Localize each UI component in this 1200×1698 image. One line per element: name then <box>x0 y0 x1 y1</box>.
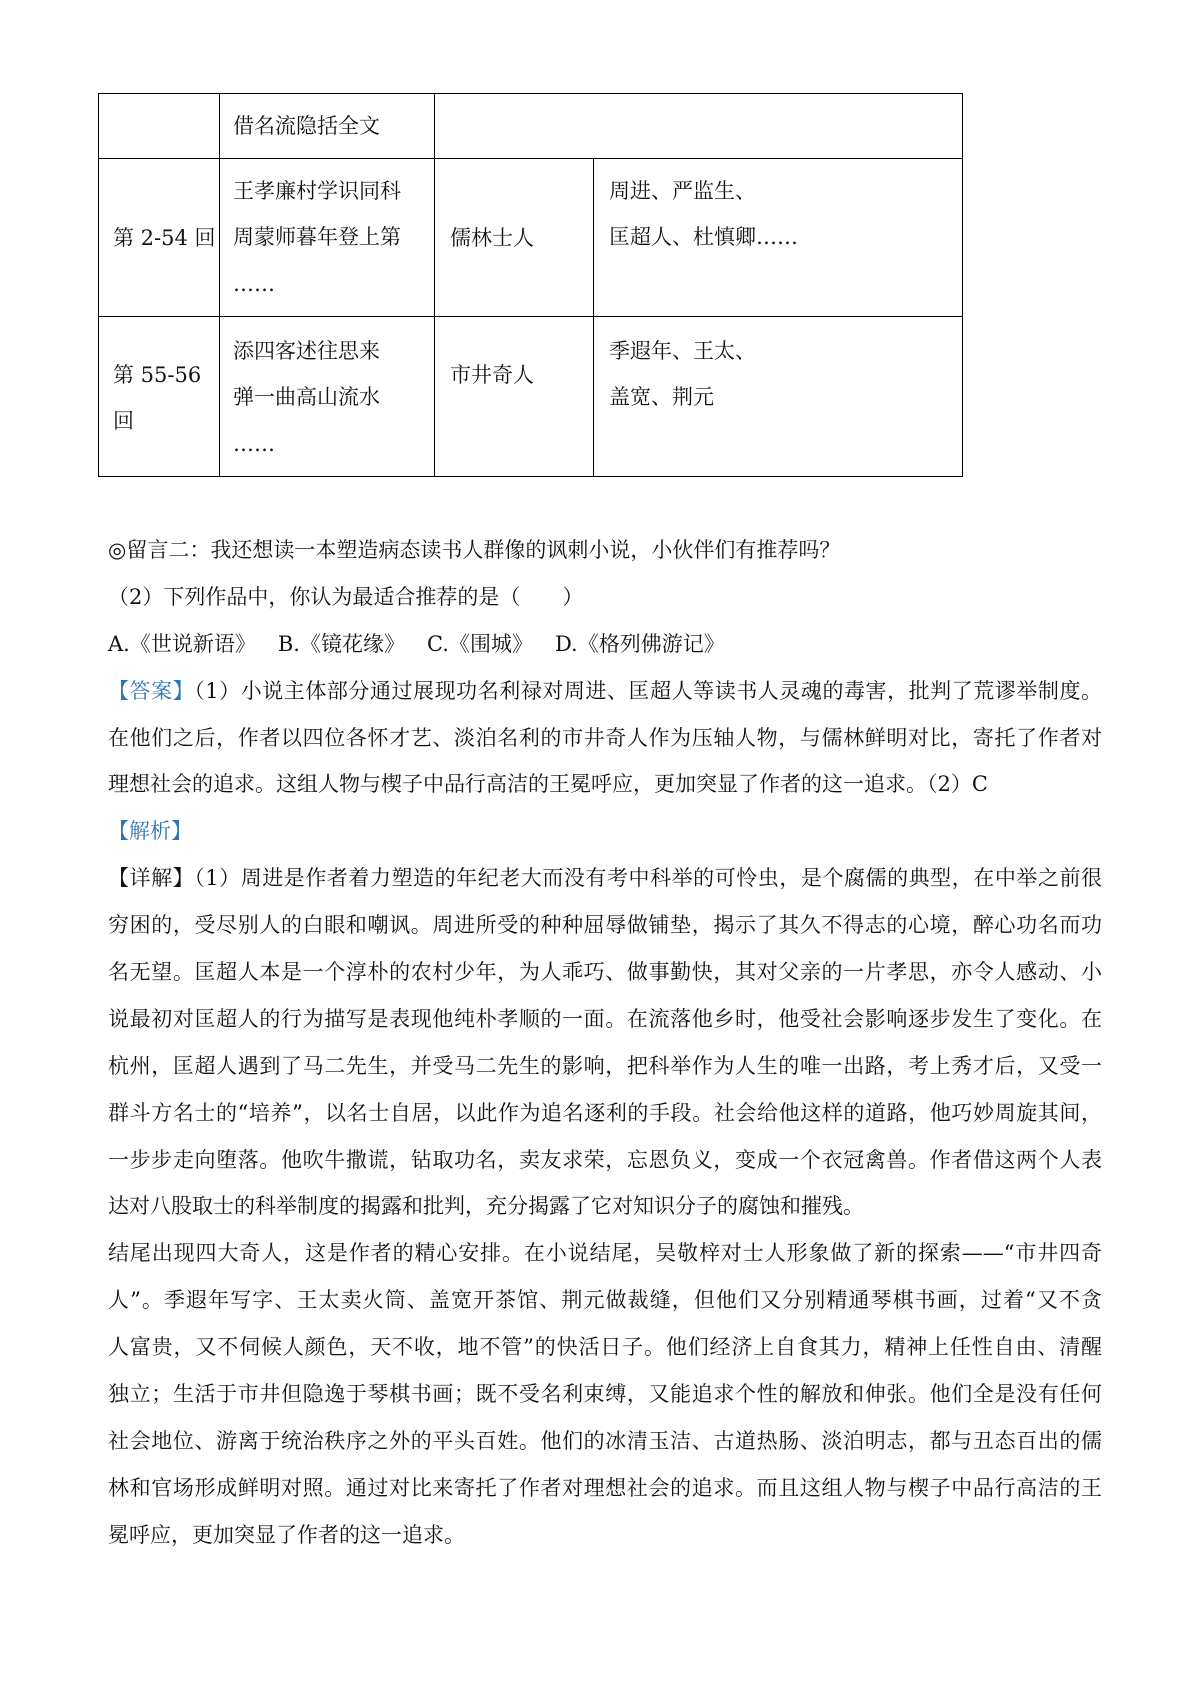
cell-content <box>220 317 434 468</box>
detail-label: 【详解】 <box>108 866 195 891</box>
analysis-label: 【解析】 <box>108 819 192 844</box>
cell-line: 第 55-56 <box>113 362 202 387</box>
table-cell-group-and-characters <box>435 94 963 159</box>
message-two: ◎留言二：我还想读一本塑造病态读书人群像的讽刺小说，小伙伴们有推荐吗？ <box>108 538 841 562</box>
cell-line: 回 <box>113 409 134 434</box>
option-d: D.《格列佛游记》 <box>554 631 725 656</box>
answer-line: 在他们之后，作者以四位各怀才艺、淡泊名利的市井奇人作为压轴人物，与儒林鲜明对比，寄托了作者对 <box>108 725 1102 750</box>
option-b: B.《镜花缘》 <box>277 631 405 656</box>
cell-line: 季遐年、王太、 <box>609 338 756 363</box>
table-row <box>99 317 963 477</box>
cell-line: 市井奇人 <box>450 362 534 387</box>
cell-line: 周蒙师暮年登上第 <box>233 225 401 250</box>
cell-line: …… <box>233 272 275 297</box>
table-cell-titles <box>220 94 435 159</box>
answer-line: 理想社会的追求。这组人物与楔子中品行高洁的王冕呼应，更加突显了作者的这一追求。（2）C <box>108 772 988 797</box>
table-cell-chapter <box>99 317 220 477</box>
cell-content <box>220 159 434 308</box>
detail-line: 群斗方名士的“培养”，以名士自居，以此作为追名逐利的手段。社会给他这样的道路，他巧妙周旋其间， <box>108 1100 1102 1125</box>
answer-line <box>108 668 1102 715</box>
option-a: A.《世说新语》 <box>108 631 256 656</box>
detail-line: 杭州，匡超人遇到了马二先生，并受马二先生的影响，把科举作为人生的唯一出路，考上秀才后，又受一 <box>108 1053 1102 1078</box>
cell-line: 第 2-54 回 <box>113 225 216 250</box>
table-cell-chapter <box>99 94 220 159</box>
table-cell-group <box>435 159 594 317</box>
detail-line: 名无望。匡超人本是一个淳朴的农村少年，为人乖巧、做事勤快，其对父亲的一片孝思，亦令人感动、小 <box>108 960 1102 985</box>
cell-line: 添四客述往思来 <box>233 338 380 363</box>
detail-text: （1）周进是作者着力塑造的年纪老大而没有考中科举的可怜虫，是个腐儒的典型，在中举之前很 <box>194 866 1102 891</box>
table-cell-titles <box>220 317 435 477</box>
cell-content <box>594 317 962 421</box>
detail-line: 结尾出现四大奇人，这是作者的精心安排。在小说结尾，吴敬梓对士人形象做了新的探索——“市井四奇 <box>108 1241 1102 1266</box>
cell-content <box>99 317 219 445</box>
chapter-structure-table <box>98 93 963 477</box>
table-cell-characters <box>594 317 963 477</box>
option-c: C.《围城》 <box>426 631 533 656</box>
analysis-heading <box>108 808 1102 855</box>
question-stem: （2）下列作品中，你认为最适合推荐的是（ ） <box>108 584 584 609</box>
cell-line: 弹一曲高山流水 <box>233 385 380 410</box>
detail-line: 穷困的，受尽别人的白眼和嘲讽。周进所受的种种屈辱做铺垫，揭示了其久不得志的心境，醉心功名而功 <box>108 913 1102 938</box>
table-row <box>99 94 963 159</box>
detail-line <box>108 855 1102 902</box>
detail-line: 一步步走向堕落。他吹牛撒谎，钻取功名，卖友求荣，忘恩负义，变成一个衣冠禽兽。作者借这两个人表 <box>108 1147 1102 1172</box>
question-options <box>108 621 1102 668</box>
cell-line: 借名流隐括全文 <box>233 113 380 138</box>
cell-line: 匡超人、杜慎卿…… <box>609 225 798 250</box>
detail-line: 林和官场形成鲜明对照。通过对比来寄托了作者对理想社会的追求。而且这组人物与楔子中品行高洁的王 <box>108 1475 1102 1500</box>
cell-line: 儒林士人 <box>450 225 534 250</box>
cell-content <box>435 159 593 261</box>
table-row <box>99 159 963 317</box>
table-cell-titles <box>220 159 435 317</box>
cell-content <box>435 317 593 398</box>
answer-text: （1）小说主体部分通过展现功名利禄对周进、匡超人等读书人灵魂的毒害，批判了荒谬举制度。 <box>194 678 1102 703</box>
detail-line: 独立；生活于市井但隐逸于琴棋书画；既不受名利束缚，又能追求个性的解放和伸张。他们全是没有任何 <box>108 1382 1102 1407</box>
cell-line: 盖宽、荆元 <box>609 385 714 410</box>
cell-content <box>220 94 434 149</box>
cell-content <box>99 159 219 261</box>
table-cell-characters <box>594 159 963 317</box>
table-cell-group <box>435 317 594 477</box>
answer-label: 【答案】 <box>108 678 195 703</box>
cell-line: 周进、严监生、 <box>609 178 756 203</box>
detail-line: 说最初对匡超人的行为描写是表现他纯朴孝顺的一面。在流落他乡时，他受社会影响逐步发生了变化。在 <box>108 1006 1102 1031</box>
table-cell-chapter <box>99 159 220 317</box>
detail-line: 冕呼应，更加突显了作者的这一追求。 <box>108 1522 465 1547</box>
cell-line: 王孝廉村学识同科 <box>233 178 401 203</box>
detail-line: 社会地位、游离于统治秩序之外的平头百姓。他们的冰清玉洁、古道热肠、淡泊明志，都与丑态百出的儒 <box>108 1428 1102 1453</box>
body-text <box>108 527 1102 1559</box>
detail-line: 人”。季遐年写字、王太卖火筒、盖宽开茶馆、荆元做裁缝，但他们又分别精通琴棋书画，过着“又不贪 <box>108 1288 1102 1313</box>
cell-line: …… <box>233 432 275 457</box>
detail-line: 人富贵，又不伺候人颜色，天不收，地不管”的快活日子。他们经济上自食其力，精神上任性自由、清醒 <box>108 1335 1102 1360</box>
detail-line: 达对八股取士的科举制度的揭露和批判，充分揭露了它对知识分子的腐蚀和摧残。 <box>108 1194 864 1219</box>
cell-content <box>594 159 962 261</box>
